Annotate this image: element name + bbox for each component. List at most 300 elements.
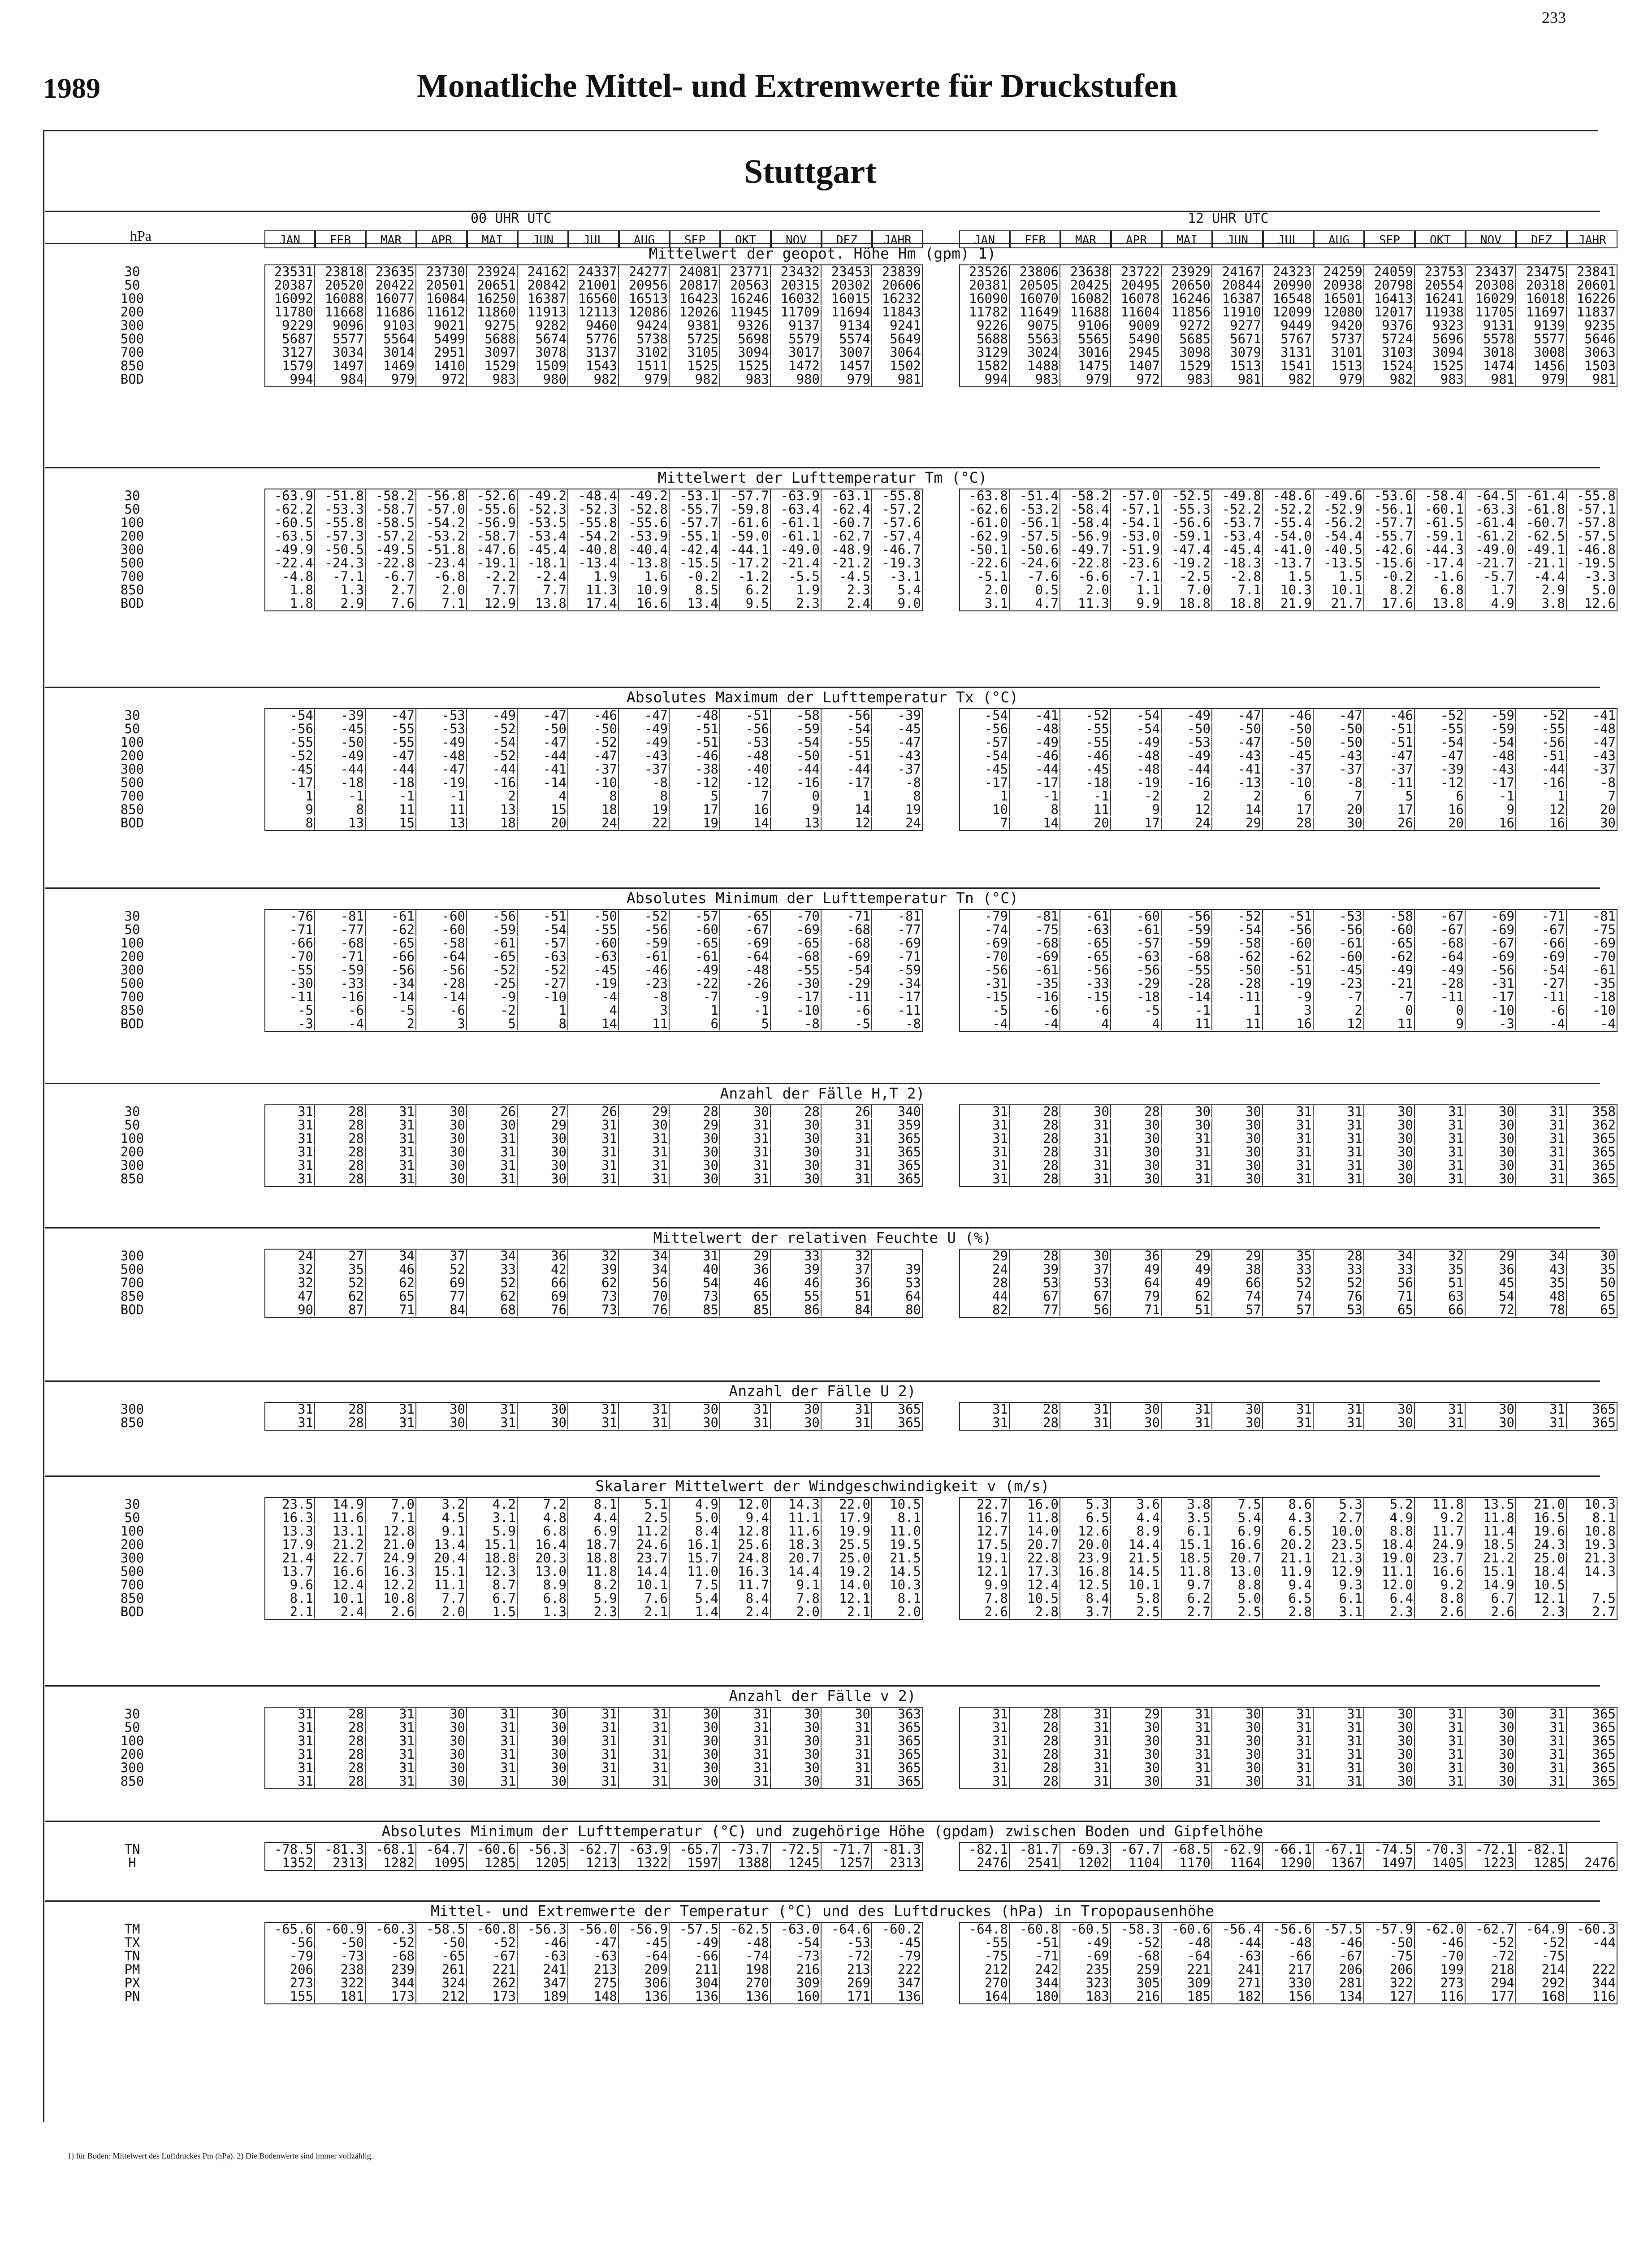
table-cell: -1 <box>315 790 366 803</box>
table-cell: -62.5 <box>1516 530 1567 543</box>
table-cell: 30 <box>1111 1416 1162 1429</box>
table-cell: -23.6 <box>1111 557 1162 570</box>
table-cell: 31 <box>1162 1735 1212 1748</box>
table-cell: 11.6 <box>315 1511 366 1524</box>
table-cell: 8.1 <box>568 1498 619 1511</box>
table-cell: 6.8 <box>518 1592 568 1605</box>
table-cell: -63.9 <box>619 1843 670 1856</box>
table-cell: 30 <box>416 1403 467 1416</box>
table-cell: 31 <box>568 1159 619 1172</box>
table-cell: 30 <box>1111 1761 1162 1774</box>
table-cell: -24.6 <box>1010 557 1060 570</box>
table-cell: -45.4 <box>518 543 568 556</box>
table-cell: 78 <box>1516 1303 1567 1316</box>
table-cell: 14.0 <box>822 1579 872 1592</box>
table-cell: -49 <box>670 964 720 977</box>
table-cell: -4.8 <box>264 570 315 583</box>
table-cell: 30 <box>1364 1416 1415 1429</box>
table-cell: 30 <box>1364 1403 1415 1416</box>
table-cell: -49 <box>315 749 366 762</box>
table-cell: 26 <box>822 1105 872 1118</box>
table-cell: 365 <box>872 1159 923 1172</box>
table-cell: -33 <box>1060 977 1111 990</box>
table-cell: -67 <box>1466 937 1516 950</box>
table-cell: 8 <box>518 1017 568 1030</box>
table-cell: 983 <box>1415 373 1466 386</box>
table-cell: -54.2 <box>416 516 467 529</box>
table-cell: 85 <box>670 1303 720 1316</box>
table-cell: 12.5 <box>1060 1579 1111 1592</box>
table-cell: 39 <box>568 1263 619 1276</box>
table-cell: 7.5 <box>1212 1498 1263 1511</box>
table-cell: 31 <box>264 1172 315 1185</box>
table-cell: 1579 <box>264 359 315 372</box>
table-cell: -63.4 <box>771 503 822 516</box>
table-cell: 31 <box>1060 1748 1111 1761</box>
table-cell: 979 <box>1314 373 1364 386</box>
table-cell: 16.4 <box>518 1538 568 1551</box>
table-cell: -56 <box>619 923 670 936</box>
table-cell: 16413 <box>1364 292 1415 305</box>
table-cell: 8 <box>315 803 366 816</box>
table-row <box>45 1003 1616 1018</box>
table-cell: 3014 <box>366 346 416 359</box>
table-cell: 66 <box>518 1276 568 1289</box>
row-level-label: 500 <box>120 555 144 571</box>
table-cell: 7 <box>959 817 1010 830</box>
table-row <box>45 331 1616 346</box>
table-cell: 24.6 <box>619 1538 670 1551</box>
table-cell: 28 <box>315 1403 366 1416</box>
table-cell: 38 <box>1212 1263 1263 1276</box>
table-cell: 31 <box>959 1132 1010 1145</box>
table-cell: 2.7 <box>1567 1605 1617 1618</box>
table-row <box>45 1415 1616 1430</box>
table-cell: 30 <box>771 1146 822 1159</box>
row-level-label: 850 <box>120 582 144 597</box>
table-cell: 983 <box>1010 373 1060 386</box>
table-cell: 30 <box>1364 1132 1415 1145</box>
table-cell: -21.7 <box>1466 557 1516 570</box>
table-row <box>45 1843 1600 1856</box>
table-cell: 24277 <box>619 265 670 278</box>
table-cell: 16226 <box>1567 292 1617 305</box>
section-title: Mittelwert der geopot. Höhe Hm (gpm) 1) <box>649 245 996 262</box>
table-cell: -37 <box>1314 763 1364 776</box>
table-cell: 69 <box>416 1276 467 1289</box>
table-cell: 3.7 <box>1060 1605 1111 1618</box>
row-level-label: 30 <box>124 1497 140 1512</box>
table-cell: 31 <box>1516 1132 1567 1145</box>
table-cell: -52.5 <box>1162 489 1212 502</box>
table-cell: 16.7 <box>959 1511 1010 1524</box>
table-cell: 1475 <box>1060 359 1111 372</box>
table-cell: 16.0 <box>1010 1498 1060 1511</box>
table-cell: 3078 <box>518 346 568 359</box>
table-cell: -56.6 <box>1162 516 1212 529</box>
table-row <box>45 788 1616 804</box>
table-cell: 32 <box>1415 1250 1466 1263</box>
row-level-label: 100 <box>120 1131 144 1146</box>
table-cell: 44 <box>959 1290 1010 1303</box>
table-cell: 17.9 <box>264 1538 315 1551</box>
table-cell: 11705 <box>1466 306 1516 319</box>
table-cell: 16077 <box>366 292 416 305</box>
table-cell: 273 <box>264 1977 315 1990</box>
table-cell: -61 <box>1010 964 1060 977</box>
table-cell: 28 <box>1010 1403 1060 1416</box>
table-cell: 5.0 <box>1567 584 1617 597</box>
table-cell: 16015 <box>822 292 872 305</box>
table-cell: 18.3 <box>771 1538 822 1551</box>
table-cell: -59.8 <box>720 503 771 516</box>
section-rule <box>45 1821 1600 1822</box>
table-cell: 30 <box>1111 1172 1162 1185</box>
table-cell: 31 <box>1415 1403 1466 1416</box>
table-cell: 25.0 <box>1516 1552 1567 1565</box>
table-cell: 85 <box>720 1303 771 1316</box>
table-cell: 31 <box>1314 1761 1364 1774</box>
table-cell: 365 <box>1567 1403 1617 1416</box>
table-cell: -69 <box>1516 950 1567 963</box>
table-cell: 74 <box>1212 1290 1263 1303</box>
table-cell: -67 <box>1415 910 1466 923</box>
table-cell: 12.3 <box>467 1565 518 1578</box>
table-cell: 323 <box>1060 1977 1111 1990</box>
row-level-label: PN <box>124 1989 140 2004</box>
table-cell: -61.4 <box>1466 516 1516 529</box>
table-cell: 28 <box>315 1159 366 1172</box>
month-header-nov: NOV <box>771 230 822 248</box>
table-cell: 3034 <box>315 346 366 359</box>
table-cell: 4.5 <box>416 1511 467 1524</box>
table-cell: 12.8 <box>720 1525 771 1538</box>
table-cell: 39 <box>771 1263 822 1276</box>
table-cell: -69 <box>1567 937 1617 950</box>
table-cell: 5499 <box>416 333 467 346</box>
table-cell: 262 <box>467 1977 518 1990</box>
table-cell: 20.2 <box>1263 1538 1314 1551</box>
table-cell: -67 <box>467 1950 518 1963</box>
table-cell: 1529 <box>467 359 518 372</box>
table-cell: -62.6 <box>959 503 1010 516</box>
table-cell: -49 <box>1010 736 1060 749</box>
table-cell: 979 <box>619 373 670 386</box>
table-cell: 9282 <box>518 319 568 332</box>
table-cell: -56.6 <box>1263 1923 1314 1936</box>
table-cell: -67 <box>1516 923 1567 936</box>
table-cell: -81.3 <box>872 1843 923 1856</box>
table-cell: 16.6 <box>1212 1538 1263 1551</box>
table-cell: 31 <box>720 1775 771 1788</box>
table-cell: 31 <box>1314 1708 1364 1721</box>
table-cell: -53.9 <box>619 530 670 543</box>
table-cell: 31 <box>670 1250 720 1263</box>
table-row <box>45 318 1616 333</box>
table-cell: -81.3 <box>315 1843 366 1856</box>
table-cell: 31 <box>959 1172 1010 1185</box>
table-cell: 1525 <box>720 359 771 372</box>
table-cell: -3 <box>264 1017 315 1030</box>
table-cell: 12.1 <box>1516 1592 1567 1605</box>
table-cell: 31 <box>720 1119 771 1132</box>
table-cell: 18.8 <box>467 1552 518 1565</box>
table-row <box>45 1921 1616 1937</box>
table-cell: -75 <box>1010 923 1060 936</box>
table-cell: -81.7 <box>1010 1843 1060 1856</box>
table-cell: 24323 <box>1263 265 1314 278</box>
table-cell: -52 <box>366 1936 416 1949</box>
table-cell: 30 <box>670 1132 720 1145</box>
table-cell: 0 <box>1415 1004 1466 1017</box>
table-cell: -50.1 <box>959 543 1010 556</box>
table-cell: -6 <box>416 1004 467 1017</box>
table-cell: 1.4 <box>670 1605 720 1618</box>
table-cell: 53 <box>1314 1303 1364 1316</box>
table-cell: 23.7 <box>1415 1552 1466 1565</box>
table-cell: 20387 <box>264 279 315 292</box>
table-cell: -10 <box>1263 776 1314 789</box>
table-cell: 14 <box>1212 803 1263 816</box>
table-cell: 31 <box>467 1403 518 1416</box>
table-cell: 7.7 <box>467 584 518 597</box>
table-cell: 16029 <box>1466 292 1516 305</box>
hpa-label: hPa <box>130 228 151 244</box>
table-cell: 87 <box>315 1303 366 1316</box>
table-cell: -64 <box>1415 950 1466 963</box>
table-cell: -48 <box>720 964 771 977</box>
table-cell: 28 <box>1010 1146 1060 1159</box>
table-cell: 3137 <box>568 346 619 359</box>
table-cell: -4.5 <box>822 570 872 583</box>
table-cell: -44 <box>771 763 822 776</box>
table-cell: -0.2 <box>670 570 720 583</box>
table-cell: 11 <box>1364 1017 1415 1030</box>
table-cell: 365 <box>1567 1416 1617 1429</box>
table-cell: 1257 <box>822 1856 872 1869</box>
table-cell: -57.8 <box>1567 516 1617 529</box>
table-cell: 11668 <box>315 306 366 319</box>
table-cell: -6 <box>1516 1004 1567 1017</box>
table-cell: 31 <box>1516 1172 1567 1185</box>
table-cell: -49 <box>1364 964 1415 977</box>
table-cell: 31 <box>1415 1159 1466 1172</box>
table-cell: 11.8 <box>1162 1565 1212 1578</box>
table-cell: -17 <box>1010 776 1060 789</box>
table-cell: -52 <box>518 964 568 977</box>
table-cell: 30 <box>1212 1708 1263 1721</box>
table-cell: 30 <box>416 1119 467 1132</box>
table-cell: 11856 <box>1162 306 1212 319</box>
table-cell: 5738 <box>619 333 670 346</box>
table-cell: 2.6 <box>959 1605 1010 1618</box>
table-cell: 6.4 <box>1364 1592 1415 1605</box>
table-cell: 16387 <box>518 292 568 305</box>
month-header-jul: JUL <box>1263 230 1314 248</box>
table-cell: 206 <box>1314 1963 1364 1976</box>
table-cell: -2 <box>467 1004 518 1017</box>
table-cell: 31 <box>467 1708 518 1721</box>
table-cell: 4.4 <box>1111 1511 1162 1524</box>
table-cell: -37 <box>1567 763 1617 776</box>
table-cell: 31 <box>822 1735 872 1748</box>
row-level-label: 100 <box>120 935 144 951</box>
table-cell: -69 <box>771 923 822 936</box>
table-cell: 13.8 <box>518 597 568 610</box>
table-cell: -19 <box>1111 776 1162 789</box>
table-cell: 53 <box>1060 1276 1111 1289</box>
table-cell: -77 <box>315 923 366 936</box>
table-cell: 11709 <box>771 306 822 319</box>
table-cell: -55 <box>771 964 822 977</box>
table-cell: 64 <box>1111 1276 1162 1289</box>
table-cell: -52 <box>1466 1936 1516 1949</box>
table-cell: -54 <box>518 923 568 936</box>
table-cell: -65 <box>771 937 822 950</box>
table-cell: 2.0 <box>872 1605 923 1618</box>
table-cell: -52.6 <box>467 489 518 502</box>
table-cell: -54 <box>959 709 1010 722</box>
table-cell: -52 <box>1111 1936 1162 1949</box>
table-row <box>45 1248 1616 1263</box>
table-cell: -55 <box>1516 722 1567 735</box>
table-cell: -53 <box>822 1936 872 1949</box>
row-level-label: 850 <box>120 1171 144 1186</box>
table-cell: -58.2 <box>366 489 416 502</box>
table-cell: -55 <box>1162 964 1212 977</box>
table-cell: 39 <box>1010 1263 1060 1276</box>
row-level-label: 300 <box>120 962 144 978</box>
table-cell: -14 <box>366 991 416 1004</box>
table-cell: 16548 <box>1263 292 1314 305</box>
table-cell: -60 <box>568 937 619 950</box>
table-cell: -51.4 <box>1010 489 1060 502</box>
table-cell: 31 <box>619 1761 670 1774</box>
table-cell: 7.1 <box>416 597 467 610</box>
table-cell: 30 <box>416 1748 467 1761</box>
table-cell: -64.6 <box>822 1923 872 1936</box>
table-cell: 52 <box>315 1276 366 1289</box>
table-cell: -54.1 <box>1111 516 1162 529</box>
month-header-dez: DEZ <box>1516 230 1567 248</box>
table-cell: 31 <box>959 1146 1010 1159</box>
table-cell: -57.1 <box>1567 503 1617 516</box>
table-cell: 20 <box>1060 817 1111 830</box>
table-cell: -13 <box>1212 776 1263 789</box>
table-cell: -7.6 <box>1010 570 1060 583</box>
table-cell: 20844 <box>1212 279 1263 292</box>
table-cell: 31 <box>1162 1416 1212 1429</box>
table-cell: 71 <box>366 1303 416 1316</box>
table-cell: -47 <box>1212 709 1263 722</box>
table-cell: 35 <box>1516 1276 1567 1289</box>
table-cell: 30 <box>416 1721 467 1734</box>
table-cell: 2.5 <box>619 1511 670 1524</box>
table-cell: 18 <box>467 817 518 830</box>
table-cell: 32 <box>568 1250 619 1263</box>
table-cell: 17 <box>1364 803 1415 816</box>
table-cell: 66 <box>1212 1276 1263 1289</box>
table-cell: 18.8 <box>1212 597 1263 610</box>
table-cell: 31 <box>467 1416 518 1429</box>
table-cell: -11 <box>1516 991 1567 1004</box>
table-cell: -51.8 <box>315 489 366 502</box>
table-cell: 14 <box>1010 817 1060 830</box>
table-cell: 31 <box>467 1159 518 1172</box>
table-cell: 340 <box>872 1105 923 1118</box>
table-cell: 20563 <box>720 279 771 292</box>
table-cell: 363 <box>872 1708 923 1721</box>
table-cell: -59.0 <box>720 530 771 543</box>
table-cell: 21.0 <box>1516 1498 1567 1511</box>
table-cell: -1 <box>1060 790 1111 803</box>
table-cell: -4 <box>1010 1017 1060 1030</box>
table-cell: 30 <box>518 1708 568 1721</box>
table-cell: 16 <box>1263 1017 1314 1030</box>
table-cell: -64.5 <box>1466 489 1516 502</box>
table-cell: -60 <box>670 923 720 936</box>
table-cell: 23722 <box>1111 265 1162 278</box>
table-cell: 1525 <box>1415 359 1466 372</box>
table-cell: 1104 <box>1111 1856 1162 1869</box>
table-cell: 16246 <box>1162 292 1212 305</box>
table-cell: 32 <box>264 1276 315 1289</box>
table-cell: 30 <box>1466 1172 1516 1185</box>
table-cell: 11604 <box>1111 306 1162 319</box>
table-cell: -14 <box>518 776 568 789</box>
table-cell: -62.7 <box>822 530 872 543</box>
table-cell: 65 <box>1567 1290 1617 1303</box>
table-cell: 17.4 <box>568 597 619 610</box>
table-cell: 12.2 <box>366 1579 416 1592</box>
table-cell: 365 <box>1567 1735 1617 1748</box>
table-cell: 84 <box>822 1303 872 1316</box>
table-cell: 177 <box>1466 1990 1516 2003</box>
table-cell: -64 <box>1162 1950 1212 1963</box>
month-header-feb: FEB <box>315 230 366 248</box>
table-cell: 31 <box>1060 1132 1111 1145</box>
table-cell: -52 <box>1516 1936 1567 1949</box>
month-header-dez: DEZ <box>822 230 872 248</box>
table-cell: 8 <box>619 790 670 803</box>
table-cell: 23841 <box>1567 265 1617 278</box>
table-cell: 37 <box>822 1263 872 1276</box>
table-cell: 1543 <box>568 359 619 372</box>
table-cell: 31 <box>959 1119 1010 1132</box>
table-cell: 206 <box>264 1963 315 1976</box>
table-cell: -11 <box>1415 991 1466 1004</box>
table-cell: 31 <box>1516 1748 1567 1761</box>
table-cell: 12.7 <box>959 1525 1010 1538</box>
table-cell: -42.4 <box>670 543 720 556</box>
table-cell: 31 <box>568 1708 619 1721</box>
table-cell: 9326 <box>720 319 771 332</box>
table-cell: 33 <box>771 1250 822 1263</box>
table-cell: 28 <box>1314 1250 1364 1263</box>
table-cell: 31 <box>264 1721 315 1734</box>
table-cell: -61 <box>619 950 670 963</box>
table-cell: 36 <box>1466 1263 1516 1276</box>
table-cell: -68 <box>1415 937 1466 950</box>
table-cell: 9 <box>264 803 315 816</box>
table-cell: -56 <box>1263 923 1314 936</box>
table-cell: -60 <box>416 923 467 936</box>
table-cell: 14.4 <box>771 1565 822 1578</box>
table-cell: 31 <box>1314 1172 1364 1185</box>
table-cell: 12 <box>822 817 872 830</box>
table-cell: 20798 <box>1364 279 1415 292</box>
table-cell: 9139 <box>1516 319 1567 332</box>
